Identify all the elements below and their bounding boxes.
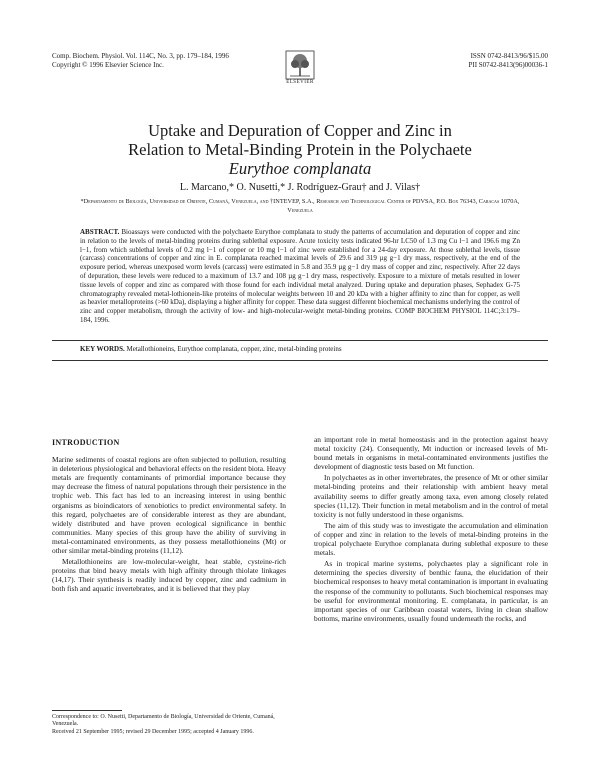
right-paragraph-4: As in tropical marine systems, polychaetes play a significant role in determining the species diversity of benthic fauna, the elucidation of their biochemical responses to heavy metal contamination is important in evaluating the response of the community to pollutants. Such biochemical responses may be useful for environmental monitoring. E. complanata, in particular, is an important species of our Caribbean coastal waters, living in clean shallow bottoms, marine environments, usually found underneath the rocks, and — [314, 559, 548, 623]
publisher-logo — [282, 50, 318, 85]
left-column — [52, 438, 286, 596]
right-paragraph-1: an important role in metal homeostasis and in the protection against heavy metal toxicity (24). Consequently, Mt induction or increased levels of Mt-bound metals in organisms in metal-contaminated environments justifies the development of diagnostic tests based on Mt function. — [314, 435, 548, 472]
right-paragraph-2: In polychaetes as in other invertebrates, the presence of Mt or other similar metal-binding proteins and their relationship with ambient heavy metal availability seems to differ greatly among taxa, even among closely related species (11,12). Their function in metal metabolism and in the control of metal toxicity is not fully understood in these organisms. — [314, 473, 548, 519]
journal-line-1: Comp. Biochem. Physiol. Vol. 114C, No. 3, pp. 179–184, 1996 — [52, 52, 229, 60]
title-line-2: Relation to Metal-Binding Protein in the Polychaete — [128, 140, 472, 159]
publisher-name: ELSEVIER — [286, 80, 314, 85]
keywords-label: KEY WORDS. — [80, 345, 125, 353]
elsevier-tree-icon — [285, 50, 315, 80]
issn-line-1: ISSN 0742-8413/96/$15.00 — [470, 52, 548, 60]
footnote — [52, 714, 286, 736]
right-column — [314, 435, 548, 625]
footnote-correspondence: Correspondence to: O. Nusetti, Departamento de Biología, Universidad de Oriente, Cumaná, Venezuela. — [52, 714, 275, 728]
journal-line-2: Copyright © 1996 Elsevier Science Inc. — [52, 61, 164, 69]
intro-paragraph-2: Metallothioneins are low-molecular-weight, heat stable, cysteine-rich proteins that bind heavy metals with high affinity through thiolate linkages (14,17). Their synthesis is readily induced by copper, zinc and cadmium in both fish and aquatic invertebrates, and it is believed that they play — [52, 557, 286, 594]
abstract — [80, 228, 520, 325]
title-species: Eurythoe complanata — [228, 159, 372, 178]
abstract-divider — [52, 340, 548, 341]
title-line-1: Uptake and Depuration of Copper and Zinc in — [148, 121, 452, 140]
paper-title — [60, 121, 540, 178]
footnote-received: Received 21 September 1995; revised 29 December 1995; accepted 4 January 1996. — [52, 728, 254, 735]
abstract-text: Bioassays were conducted with the polychaete Eurythoe complanata to study the patterns of accumulation and depuration of copper and zinc in relation to the levels of metal-binding proteins during sublethal exposure. Acute toxicity tests indicated 96-hr LC50 of 1.3 mg Cu l−1 and 196.6 mg Zn l−1, from which sublethal levels of 0.2 mg l−1 of copper or 10 mg l−1 of zinc were established for a 24-day exposure. At those sublethal levels, tissue (carcass) concentrations of copper and zinc in E. complanata reached maximal levels of 29.6 and 319 µg g−1 dry mass, respectively, at the end of the exposure period, whereas unexposed worm levels (carcass) were estimated in 5.8 and 35.9 µg g−1 dry mass of copper and zinc, respectively. After 22 days of depuration, these levels were reduced to a maximum of 13.7 and 108 µg g−1 dry mass, respectively. Exposure to a mixture of metals resulted in lower tissue levels of copper and zinc as compared with those found for each individual metal analyzed. During uptake and depuration phases, Sephadex G-75 chromatography revealed metal-lothionein-like proteins of molecular weights between 10 and 20 kDa with a higher affinity to zinc than for copper, as well as heavier metalloproteins (>60 kDa), displaying a higher affinity for copper. These data suggest different biochemical mechanisms underlying the control of zinc and copper metabolism, through the activity of low- and high-molecular-weight metal-binding proteins. COMP BIOCHEM PHYSIOL 114C;3:179–184, 1996. — [80, 228, 520, 324]
keywords — [80, 345, 520, 353]
author-list: L. Marcano,* O. Nusetti,* J. Rodríguez-Grau† and J. Vilas† — [179, 182, 421, 193]
footnote-divider — [52, 710, 122, 711]
issn-line-2: PII S0742-8413(96)00036-1 — [468, 61, 548, 69]
keywords-divider — [52, 360, 548, 361]
issn-block — [468, 52, 548, 70]
affiliation: *Departamento de Biología, Universidad de Oriente, Cumaná, Venezuela, and †INTEVEP, S.A., Research and Technological Center of PDVSA, P.O. Box 76343, Caracas 1070A, Venezuela — [80, 198, 520, 214]
journal-citation — [52, 52, 229, 70]
intro-paragraph-1: Marine sediments of coastal regions are often subjected to pollution, resulting in deleterious physiological and behavioral effects on the resident biota. Heavy metals are frequently contaminants of primordial importance because they may decrease the fitness of natural populations through their persistence in the trophic web. This fact has led to an increasing interest in using benthic organisms as bioindicators of xenobiotics to predict environmental safety. In this regard, polychaetes are of considerable interest as they are abundant, widely distributed and have proven ecological significance in benthic communities. Many species of this group have the ability of surviving in metal-contaminated environments, as they possess metallothioneins (Mt) or other similar metal-binding proteins (11,12). — [52, 455, 286, 556]
intro-heading: INTRODUCTION — [52, 438, 120, 447]
abstract-label: ABSTRACT. — [80, 228, 120, 236]
right-paragraph-3: The aim of this study was to investigate the accumulation and elimination of copper and zinc in relation to the levels of metal-binding proteins in the tropical polychaete Eurythoe complanata during sublethal exposure to these metals. — [314, 520, 548, 558]
keywords-text: Metallothioneins, Eurythoe complanata, copper, zinc, metal-binding proteins — [126, 345, 342, 353]
